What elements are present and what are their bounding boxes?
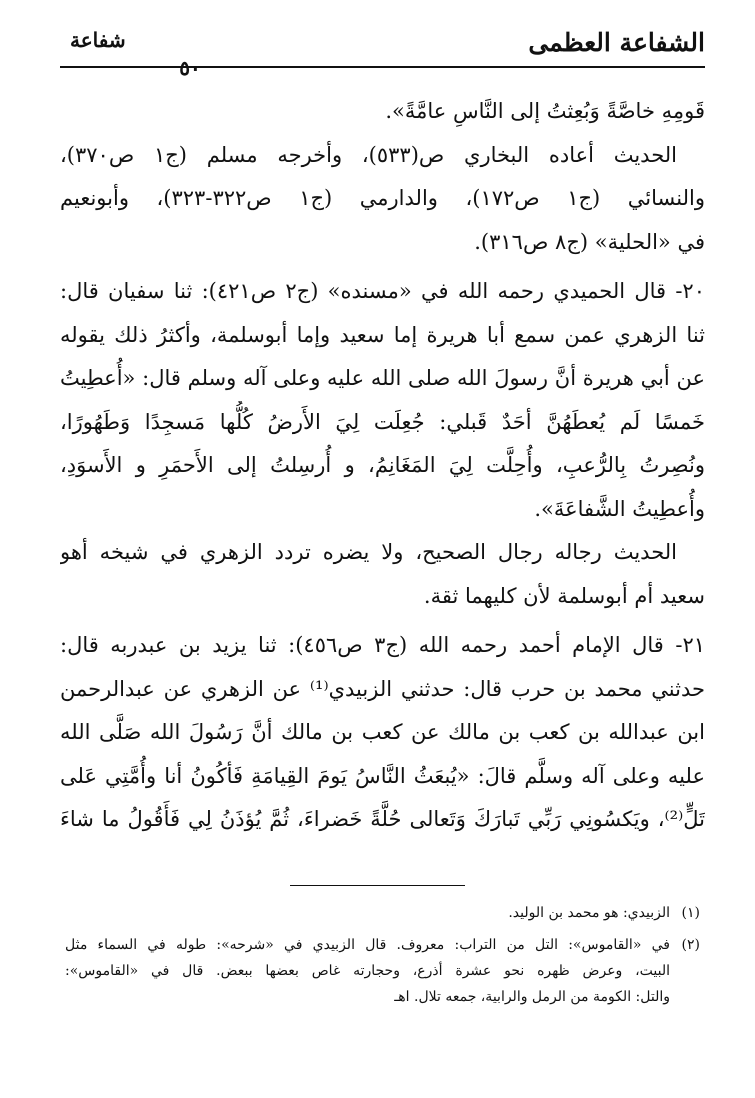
text-line: في «الحلية» (ج٨ ص٣١٦). bbox=[474, 229, 705, 254]
text-line: حدثني محمد بن حرب قال: حدثني الزبيدي⁽¹⁾ عن الزهري عن عبدالرحمن bbox=[60, 676, 705, 701]
page-header bbox=[60, 28, 705, 72]
footnote-2-number: (٢) bbox=[681, 937, 700, 953]
text-line: ابن عبدالله بن كعب بن مالك عن كعب بن مالك أنَّ رَسُولَ الله صَلَّى الله bbox=[60, 720, 705, 744]
footnote-separator bbox=[290, 885, 465, 886]
text-line: الحديث أعاده البخاري ص(٥٣٣)، وأخرجه مسلم (ج١ ص٣٧٠)، bbox=[60, 142, 677, 167]
text-line: ثنا الزهري عمن سمع أبا هريرة إما سعيد وإما أبوسلمة، وأكثرُ ذلك يقوله bbox=[60, 322, 705, 347]
running-title: الشفاعة العظمى bbox=[528, 28, 705, 57]
text-line: قَومِهِ خاصَّةً وَبُعِثتُ إلى النَّاسِ عامَّةً». bbox=[385, 99, 705, 123]
text-line: سعيد أم أبوسلمة لأن كليهما ثقة. bbox=[423, 583, 705, 608]
text-line: والنسائي (ج١ ص١٧٢)، والدارمي (ج١ ص٣٢٢-٣٢٣)، وأبونعيم bbox=[60, 186, 705, 210]
footnote-1 bbox=[65, 900, 700, 926]
text-line: خَمسًا لَم يُعطَهُنَّ أحَدٌ قَبلي: جُعِلَت لِيَ الأَرضُ كُلُّها مَسجِدًا وَطَهُورًا، bbox=[60, 409, 705, 434]
text-line: وأُعطِيتُ الشَّفاعَةَ». bbox=[534, 496, 705, 521]
footnote-1-number: (١) bbox=[681, 905, 700, 921]
header-rule bbox=[60, 66, 705, 68]
footnote-2 bbox=[65, 932, 700, 958]
page-number: ٥٠ bbox=[179, 56, 201, 80]
hadith-21-heading-line: ٢١- قال الإمام أحمد رحمه الله (ج٣ ص٤٥٦): ثنا يزيد بن عبدربه قال: bbox=[60, 633, 705, 657]
body-text bbox=[60, 90, 705, 842]
text-line: تَلٍّ⁽²⁾، ويَكسُونِي رَبِّي تَبارَكَ وَتَعالى حُلَّةً خَضراءَ، ثُمَّ يُؤذَنُ لِي فَأَقُولُ ما شاءَ bbox=[60, 807, 705, 831]
text-line: عن أبي هريرة أنَّ رسولَ الله صلى الله عليه وعلى آله وسلم قال: «أُعطِيتُ bbox=[60, 366, 705, 390]
hadith-20-heading-line: ٢٠- قال الحميدي رحمه الله في «مسنده» (ج٢ ص٤٢١): ثنا سفيان قال: bbox=[60, 279, 705, 303]
footnotes bbox=[65, 900, 700, 1010]
text-line: الحديث رجاله رجال الصحيح، ولا يضره تردد الزهري في شيخه أهو bbox=[60, 540, 677, 564]
footnote-2-text: في «القاموس»: التل من التراب: معروف. قال الزبيدي في «شرحه»: طوله في السماء مثل bbox=[65, 937, 670, 953]
text-line: ونُصِرتُ بِالرُّعبِ، وأُحِلَّت لِيَ المَغَانِمُ، و أُرسِلتُ إلى الأَحمَرِ و الأَسوَدِ، bbox=[60, 453, 705, 477]
text-line: عليه وعلى آله وسلَّم قالَ: «يُبعَثُ النَّاسُ يَومَ القِيامَةِ فَأكُونُ أنا وأُمَّتِي عَلى bbox=[60, 763, 705, 788]
footnote-2-continuation: البيت، وعرض ظهره نحو عشرة أذرع، وحجارته غاص بعضها ببعض. قال في «القاموس»: bbox=[65, 963, 670, 979]
footnote-2-continuation: والتل: الكومة من الرمل والرابية، جمعه تلال. اهـ bbox=[394, 989, 670, 1005]
footnote-1-text: الزبيدي: هو محمد بن الوليد. bbox=[508, 905, 670, 921]
book-ornament-mark: شفاعة bbox=[70, 28, 126, 52]
